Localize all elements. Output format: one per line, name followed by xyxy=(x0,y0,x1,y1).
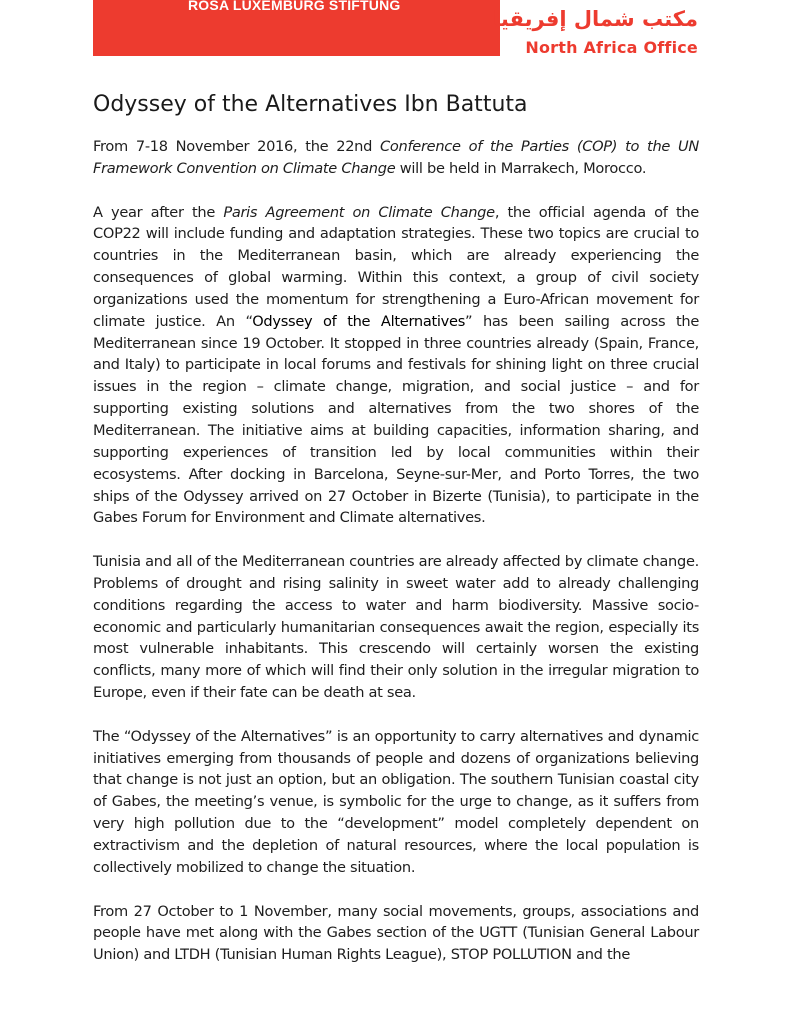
paragraph-2-italic: Paris Agreement on Climate Change xyxy=(223,203,495,221)
office-name: North Africa Office xyxy=(525,38,698,57)
paragraph-1-part-c: will be held in Marrakech, Morocco. xyxy=(395,159,647,177)
paragraph-2-part-c: , the official agenda of the COP22 will include funding and adaptation strategies. These two topics are crucial to countries in the Mediterranean basin, which are already experiencing the consequences of global warming. Within this context, a group of civil society organizations used the momentum for strengthening a Euro-African movement for climate justice. An “ xyxy=(93,203,699,330)
paragraph-2-part-e: ” has been sailing across the Mediterranean since 19 October. It stopped in three countries already (Spain, France, and Italy) to participate in local forums and festivals for shining light on three crucial issues in the region – climate change, migration, and social justice – and for supporting existing solutions and alternatives from the two shores of the Mediterranean. The initiative aims at building capacities, information sharing, and supporting experiences of transition led by local communities within their ecosystems. After docking in Barcelona, Seyne-sur-Mer, and Porto Torres, the two ships of the Odyssey arrived on 27 October in Bizerte (Tunisia), to participate in the Gabes Forum for Environment and Climate alternatives. xyxy=(93,312,699,527)
paragraph-1-italic: Conference of the Parties (COP) to the UN Framework Convention on Climate Change xyxy=(93,138,699,177)
paragraph-1-part-a: From 7-18 November 2016, the 22nd xyxy=(93,138,380,155)
paragraph-3: Tunisia and all of the Mediterranean countries are already affected by climate change. Problems of drought and rising salinity in sweet water add to already challenging conditions regarding the access to water and harm biodiversity. Massive socio-economic and particularly humanitarian consequences await the region, especially its most vulnerable inhabitants. This crescendo will certainly worsen the existing conflicts, many more of which will find their only solution in the irregular migration to Europe, even if their fate can be death at sea. xyxy=(93,553,699,702)
header-banner xyxy=(93,0,500,56)
paragraph-2-highlight: Odyssey of the Alternatives xyxy=(252,312,465,330)
paragraph-2 xyxy=(93,202,699,530)
paragraph-5: From 27 October to 1 November, many social movements, groups, associations and people have met along with the Gabes section of the UGTT (Tunisian General Labour Union) and LTDH (Tunisian Human Rights League), STOP POLLUTION and the xyxy=(93,902,699,964)
org-name: ROSA LUXEMBURG STIFTUNG xyxy=(188,0,401,13)
paragraph-2-part-a: A year after the xyxy=(93,203,224,221)
paragraph-1 xyxy=(93,136,699,180)
office-name-arabic: مكتب شمال إفريقيا xyxy=(493,7,698,31)
paragraph-4: The “Odyssey of the Alternatives” is an opportunity to carry alternatives and dynamic initiatives emerging from thousands of people and dozens of organizations believing that change is not just an option, but an obligation. The southern Tunisian coastal city of Gabes, the meeting’s venue, is symbolic for the urge to change, as it suffers from very high pollution due to the “development” model completely dependent on extractivism and the depletion of natural resources, where the local population is collectively mobilized to change the situation. xyxy=(93,727,699,876)
document-title: Odyssey of the Alternatives Ibn Battuta xyxy=(93,92,528,117)
document-body xyxy=(93,136,699,966)
